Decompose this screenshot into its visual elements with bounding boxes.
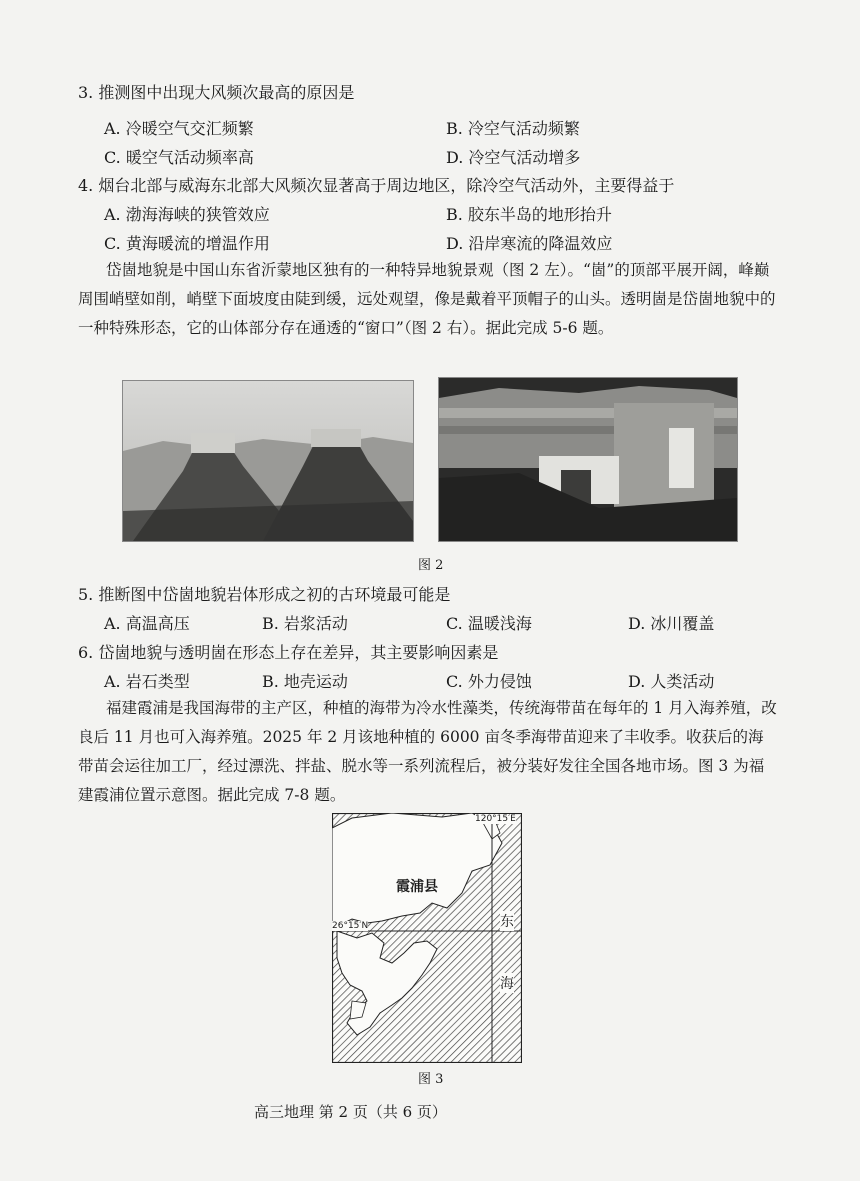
q3-option-c[interactable]: C. 暖空气活动频率高	[104, 148, 254, 167]
map-sea-label-1: 东	[500, 911, 514, 931]
q4-option-a[interactable]: A. 渤海海峡的狭管效应	[104, 205, 270, 224]
map-sea-label-2: 海	[500, 973, 514, 993]
q4-option-b[interactable]: B. 胶东半岛的地形抬升	[446, 205, 612, 224]
question-4-stem: 4. 烟台北部与威海东北部大风频次显著高于周边地区，除冷空气活动外，主要得益于	[78, 176, 675, 195]
question-6-stem: 6. 岱崮地貌与透明崮在形态上存在差异，其主要影响因素是	[78, 643, 499, 662]
q5-option-d[interactable]: D. 冰川覆盖	[628, 614, 715, 633]
map-latitude-label: 26°15′N	[332, 921, 369, 931]
figure-2-left-photo	[122, 380, 414, 542]
q3-option-a[interactable]: A. 冷暖空气交汇频繁	[104, 119, 254, 138]
question-5-stem: 5. 推断图中岱崮地貌岩体形成之初的古环境最可能是	[78, 585, 451, 604]
q5-option-a[interactable]: A. 高温高压	[104, 614, 190, 633]
figure-2-right-photo	[438, 377, 738, 542]
q4-option-d[interactable]: D. 沿岸寒流的降温效应	[446, 234, 613, 253]
q4-option-c[interactable]: C. 黄海暖流的增温作用	[104, 234, 270, 253]
map-county-label: 霞浦县	[396, 879, 438, 895]
q6-option-c[interactable]: C. 外力侵蚀	[446, 672, 532, 691]
q5-option-c[interactable]: C. 温暖浅海	[446, 614, 532, 633]
figure-3-caption: 图 3	[418, 1072, 444, 1087]
q3-option-b[interactable]: B. 冷空气活动频繁	[446, 119, 580, 138]
passage-xiapu-kelp: 福建霞浦是我国海带的主产区，种植的海带为冷水性藻类，传统海带苗在每年的 1 月入海养殖，改良后 11 月也可入海养殖。2025 年 2 月该地种植的 6000 亩冬季海带苗迎来了丰收季。收获后的海带苗会运往加工厂，经过漂洗、拌盐、脱水等一系列流程后，被分装好发往全国各地市场。图 3 为福建霞浦位置示意图。据此完成 7-8 题。	[78, 699, 777, 804]
q3-option-d[interactable]: D. 冷空气活动增多	[446, 148, 581, 167]
figure-2-caption: 图 2	[418, 558, 444, 573]
map-longitude-label: 120°15′E	[475, 814, 516, 824]
figure-3-map	[332, 813, 522, 1063]
q5-option-b[interactable]: B. 岩浆活动	[262, 614, 348, 633]
question-3-stem: 3. 推测图中出现大风频次最高的原因是	[78, 83, 355, 102]
page-footer: 高三地理 第 2 页（共 6 页）	[254, 1103, 447, 1121]
passage-daigu-landform: 岱崮地貌是中国山东省沂蒙地区独有的一种特异地貌景观（图 2 左）。“崮”的顶部平展开阔，峰巅周围峭壁如削，峭壁下面坡度由陡到缓，远处观望，像是戴着平顶帽子的山头。透明崮是岱崮地貌中的一种特殊形态，它的山体部分存在通透的“窗口”（图 2 右）。据此完成 5-6 题。	[78, 261, 776, 337]
q6-option-d[interactable]: D. 人类活动	[628, 672, 715, 691]
q6-option-b[interactable]: B. 地壳运动	[262, 672, 348, 691]
q6-option-a[interactable]: A. 岩石类型	[104, 672, 190, 691]
